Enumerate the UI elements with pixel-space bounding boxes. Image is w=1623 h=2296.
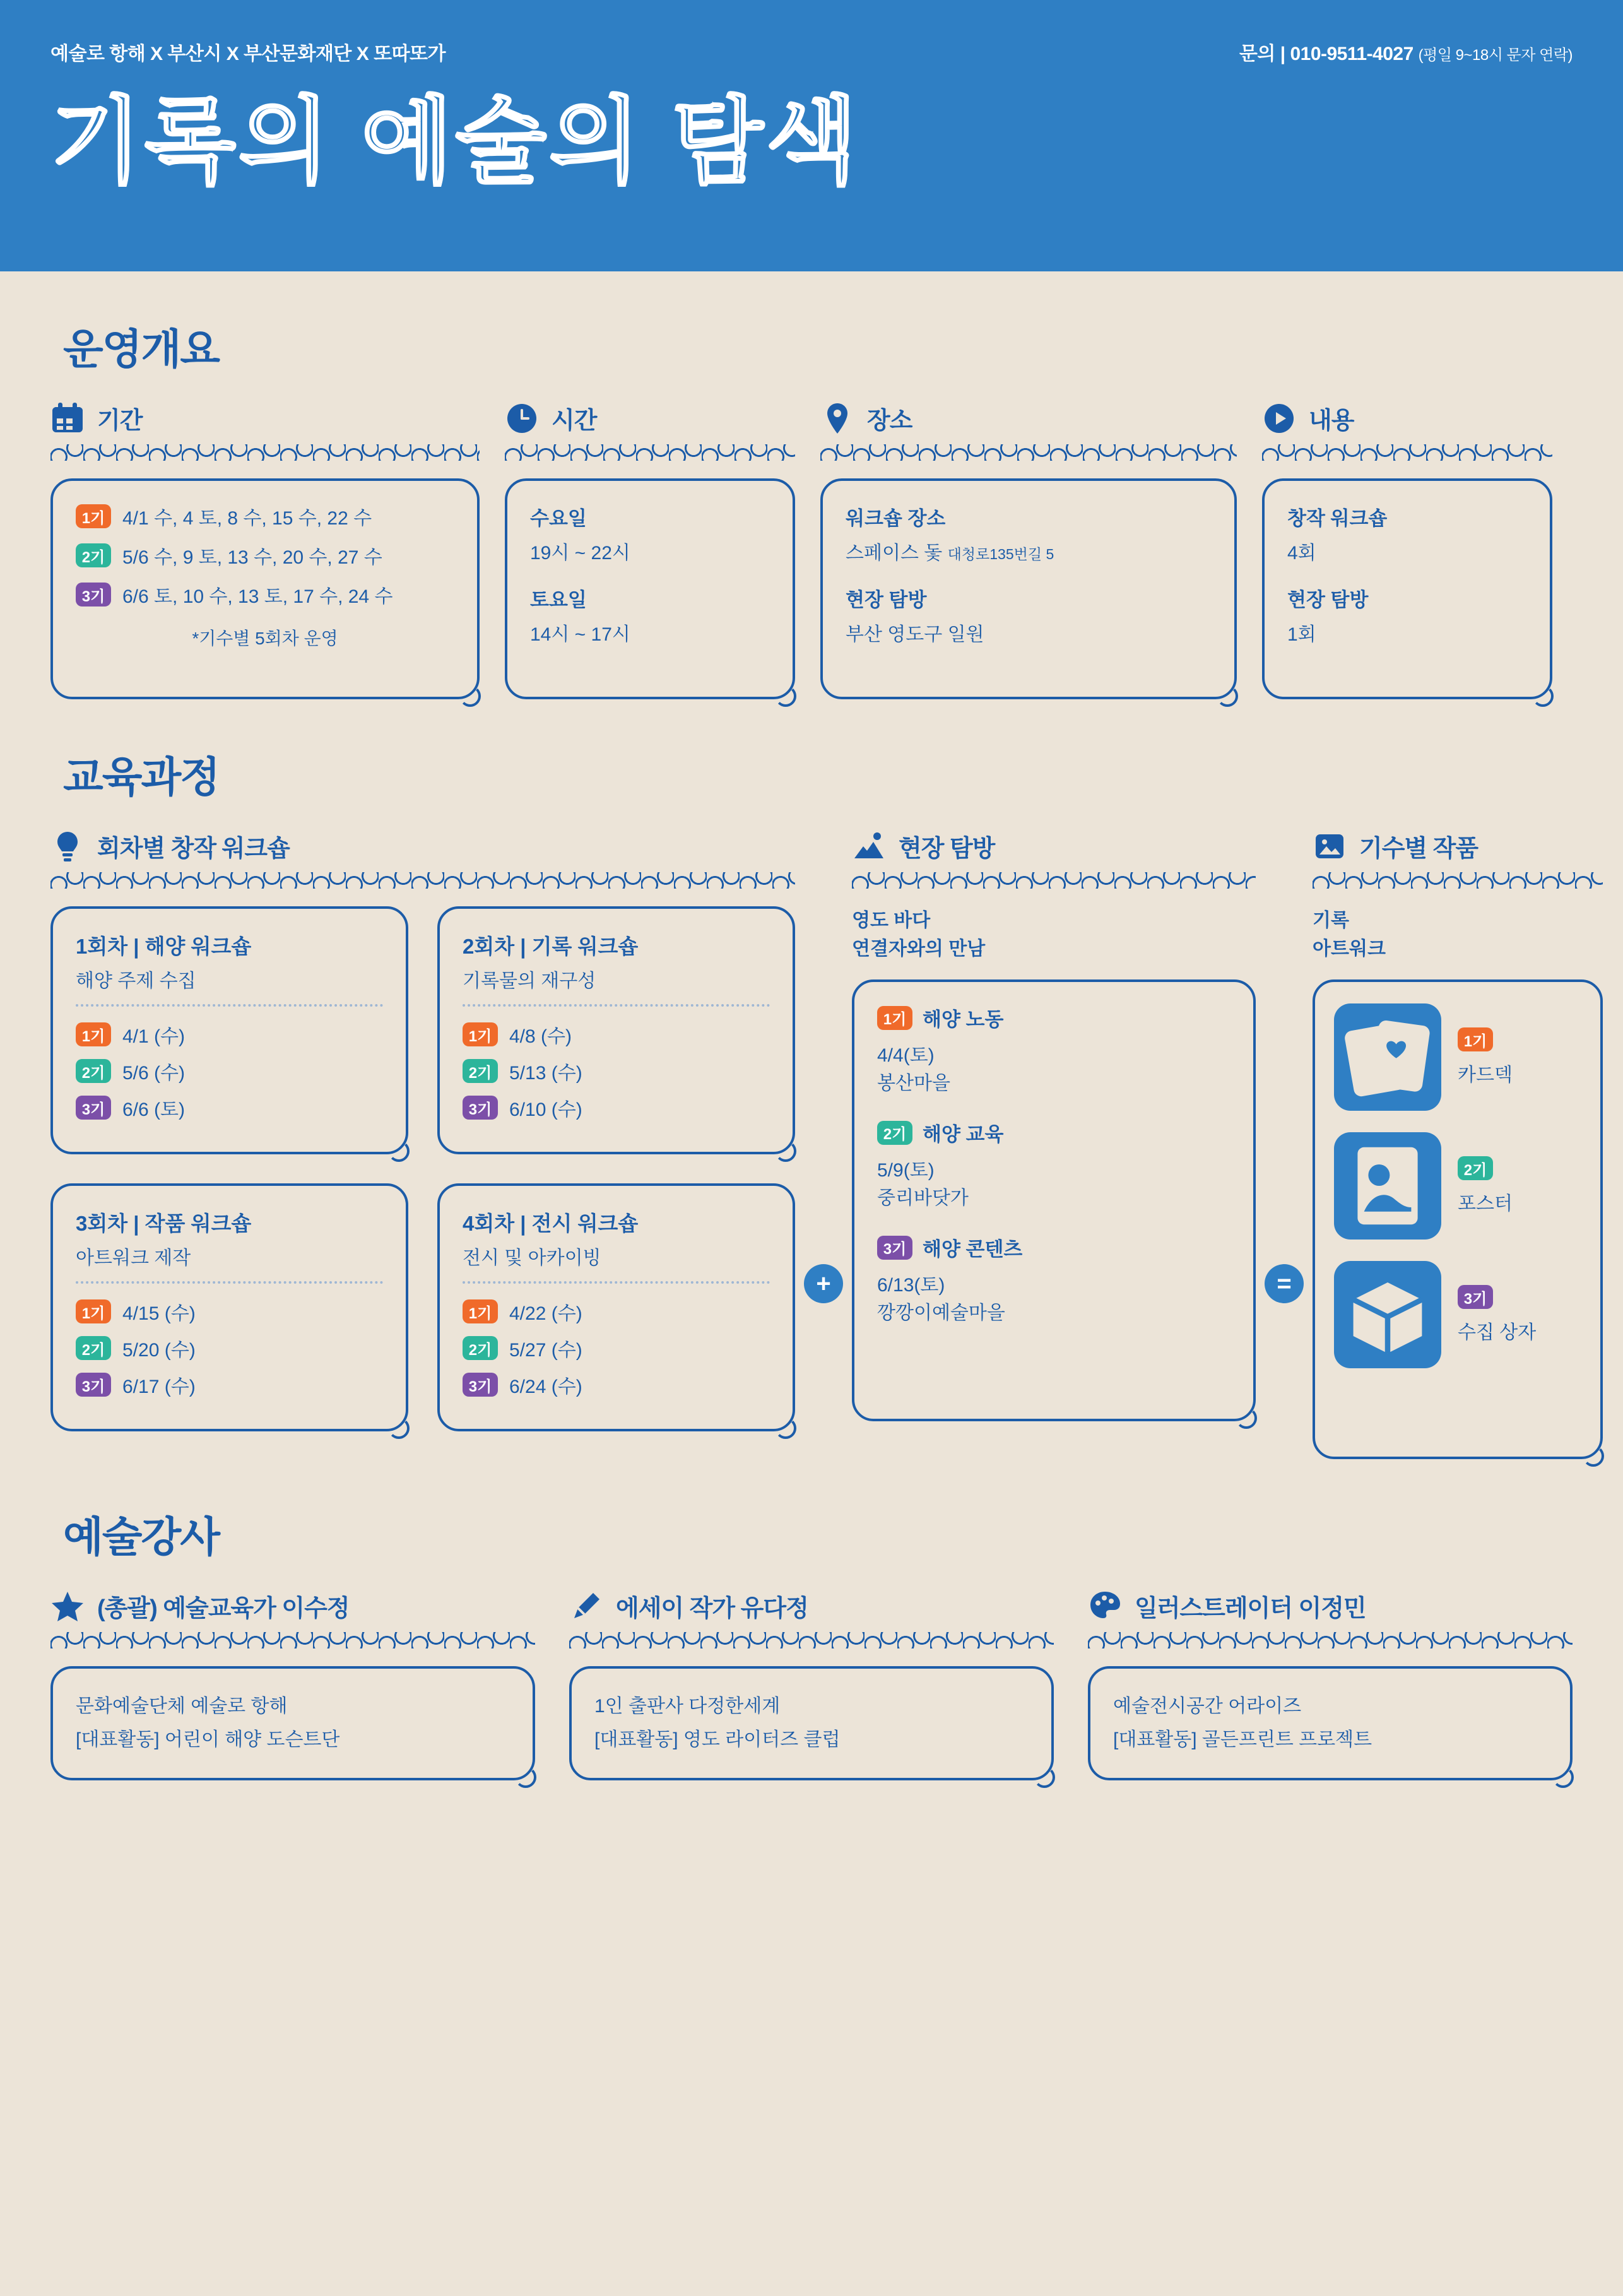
overview-label-place: 장소	[867, 408, 912, 434]
works-column	[1313, 829, 1603, 1459]
workshop-date: 5/6 (수)	[122, 1063, 185, 1084]
cohort-badge: 1기	[463, 1022, 498, 1046]
time-block	[530, 584, 770, 646]
fieldtrip-item-date: 6/13(토)	[877, 1275, 945, 1296]
card-curl	[1552, 1766, 1574, 1788]
wave-divider	[820, 444, 1237, 461]
card-curl	[459, 685, 481, 707]
teacher-name: (총괄) 예술교육가 이수정	[97, 1595, 350, 1622]
workshop-card-grid	[50, 906, 795, 1431]
overview-column-time	[505, 401, 795, 699]
place-title: 현장 탐방	[846, 589, 927, 611]
divider	[76, 1281, 383, 1284]
cohort-badge: 2기	[76, 543, 111, 567]
workshop-date: 4/15 (수)	[122, 1303, 196, 1324]
works-head	[1313, 829, 1603, 863]
workshop-date-row	[76, 1057, 383, 1085]
period-row	[76, 581, 454, 608]
workshop-date: 4/8 (수)	[509, 1026, 572, 1047]
overview-column-place	[820, 401, 1237, 699]
fieldtrip-column	[852, 829, 1256, 1421]
fieldtrip-item	[877, 1118, 1231, 1212]
content-block	[1287, 502, 1527, 565]
wave-divider	[569, 1632, 1054, 1648]
works-card	[1313, 979, 1603, 1459]
play-icon	[1262, 401, 1296, 435]
poster-header	[0, 0, 1623, 271]
workshop-date: 6/17 (수)	[122, 1376, 196, 1397]
poster-thumb	[1334, 1132, 1441, 1240]
teachers-section-title: 예술강사	[63, 1513, 220, 1560]
workshop-card	[50, 906, 408, 1154]
card-curl	[388, 1417, 410, 1439]
workshop-date-row	[463, 1371, 770, 1399]
teacher-head	[50, 1589, 535, 1623]
place-block	[846, 502, 1212, 565]
partner-line: 예술로 항해 X 부산시 X 부산문화재단 X 또따또가	[50, 44, 446, 64]
fieldtrip-item-date: 4/4(토)	[877, 1045, 935, 1066]
teacher-name: 일러스트레이터 이정민	[1135, 1595, 1366, 1622]
period-row	[76, 502, 454, 530]
teacher-card	[50, 1666, 535, 1780]
time-block	[530, 502, 770, 565]
time-detail: 19시 ~ 22시	[530, 543, 630, 564]
workshops-column	[50, 829, 795, 1431]
hiking-icon	[852, 829, 886, 863]
curriculum-grid	[50, 829, 1573, 1459]
cohort-badge: 2기	[76, 1336, 111, 1360]
card-curl	[515, 1766, 536, 1788]
workshop-date: 6/24 (수)	[509, 1376, 582, 1397]
bulb-icon	[50, 829, 85, 863]
image-icon	[1313, 829, 1347, 863]
wave-divider	[1088, 1632, 1573, 1648]
plus-operator: +	[804, 1264, 843, 1303]
overview-head-place	[820, 401, 1237, 435]
teacher-column	[569, 1589, 1054, 1780]
fieldtrip-item-title: 해양 콘텐츠	[923, 1238, 1023, 1260]
cohort-badge: 2기	[76, 1059, 111, 1083]
workshop-date-row	[76, 1021, 383, 1048]
poster-body	[0, 316, 1623, 1837]
card-curl	[388, 1140, 410, 1162]
teacher-head	[1088, 1589, 1573, 1623]
overview-column-content	[1262, 401, 1552, 699]
time-detail: 14시 ~ 17시	[530, 624, 630, 645]
workshop-subtitle: 기록물의 재구성	[463, 971, 596, 991]
card-curl	[1583, 1445, 1604, 1467]
fieldtrip-item-date: 5/9(토)	[877, 1160, 935, 1181]
work-item	[1334, 1003, 1581, 1111]
card-curl	[1532, 685, 1554, 707]
contact-line	[1239, 38, 1573, 66]
fieldtrip-item-title-row	[877, 1233, 1231, 1262]
place-detail-text: 스페이스 돛	[846, 543, 943, 564]
cohort-badge: 3기	[877, 1236, 912, 1260]
fieldtrip-label: 현장 탐방	[899, 836, 995, 862]
teacher-affiliation: 문화예술단체 예술로 항해	[76, 1696, 288, 1717]
workshop-date: 5/13 (수)	[509, 1063, 582, 1084]
works-heading-line2: 아트워크	[1313, 938, 1386, 959]
wave-divider	[50, 444, 480, 461]
workshop-date: 5/20 (수)	[122, 1340, 196, 1361]
work-meta	[1458, 1027, 1513, 1087]
overview-label-period: 기간	[97, 408, 143, 434]
overview-card-time	[505, 478, 795, 699]
card-curl	[775, 1417, 796, 1439]
workshop-date: 6/6 (토)	[122, 1099, 185, 1120]
workshop-date: 6/10 (수)	[509, 1099, 582, 1120]
location-icon	[820, 401, 854, 435]
overview-card-period	[50, 478, 480, 699]
overview-head-time	[505, 401, 795, 435]
fieldtrip-item-place: 봉산마을	[877, 1072, 950, 1094]
workshop-date-row	[463, 1298, 770, 1325]
teachers-grid	[50, 1589, 1573, 1780]
cohort-badge: 1기	[76, 504, 111, 528]
card-curl	[1217, 685, 1238, 707]
cohort-badge: 2기	[877, 1121, 912, 1145]
teacher-card	[569, 1666, 1054, 1780]
place-block	[846, 584, 1212, 646]
period-row	[76, 541, 454, 569]
workshops-label: 회차별 창작 워크숍	[97, 836, 290, 862]
content-title: 창작 워크숍	[1287, 507, 1388, 530]
fieldtrip-heading-line2: 연결자와의 만남	[852, 938, 986, 959]
equals-operator: =	[1265, 1264, 1304, 1303]
work-name: 포스터	[1458, 1193, 1513, 1214]
box-thumb	[1334, 1261, 1441, 1368]
plus-operator-wrap	[795, 829, 852, 1303]
cohort-badge: 2기	[463, 1059, 498, 1083]
cohort-badge: 2기	[463, 1336, 498, 1360]
work-item	[1334, 1261, 1581, 1368]
workshop-card	[437, 1183, 795, 1431]
workshop-subtitle: 해양 주제 수집	[76, 971, 196, 991]
place-detail-text: 부산 영도구 일원	[846, 624, 984, 645]
fieldtrip-item-title: 해양 노동	[923, 1009, 1004, 1031]
wave-divider	[50, 872, 795, 889]
content-detail: 1회	[1287, 624, 1316, 645]
workshop-date-row	[76, 1094, 383, 1121]
place-address: 대청로135번길 5	[947, 546, 1054, 562]
workshop-date-row	[76, 1371, 383, 1399]
fieldtrip-card	[852, 979, 1256, 1421]
header-top-row	[50, 38, 1573, 66]
time-title: 토요일	[530, 589, 587, 611]
pen-icon	[569, 1589, 603, 1623]
cohort-badge: 3기	[463, 1096, 498, 1120]
teacher-activity: [대표활동] 골든프린트 프로젝트	[1113, 1729, 1372, 1750]
cohort-badge: 1기	[463, 1299, 498, 1323]
clock-icon	[505, 401, 539, 435]
fieldtrip-heading	[852, 906, 1256, 963]
carddeck-thumb	[1334, 1003, 1441, 1111]
time-title: 수요일	[530, 507, 587, 530]
fieldtrip-head	[852, 829, 1256, 863]
contact-label: 문의 | 010-9511-4027	[1239, 44, 1413, 64]
teacher-head	[569, 1589, 1054, 1623]
workshop-card	[50, 1183, 408, 1431]
cohort-badge: 3기	[76, 1096, 111, 1120]
place-detail	[846, 537, 1212, 565]
workshop-date-row	[76, 1298, 383, 1325]
divider	[463, 1004, 770, 1007]
period-text: 6/6 토, 10 수, 13 토, 17 수, 24 수	[122, 586, 393, 607]
teacher-activity: [대표활동] 영도 라이터즈 클럽	[594, 1729, 841, 1750]
work-item	[1334, 1132, 1581, 1240]
cohort-badge: 3기	[1458, 1285, 1493, 1309]
workshop-date: 4/22 (수)	[509, 1303, 582, 1324]
overview-label-content: 내용	[1309, 408, 1354, 434]
cohort-badge: 1기	[877, 1006, 912, 1030]
workshop-title: 2회차 | 기록 워크숍	[463, 935, 639, 958]
overview-card-place	[820, 478, 1237, 699]
fieldtrip-item-place: 중리바닷가	[877, 1187, 969, 1209]
teacher-activity: [대표활동] 어린이 해양 도슨트단	[76, 1729, 340, 1750]
card-curl	[775, 1140, 796, 1162]
content-title: 현장 탐방	[1287, 589, 1369, 611]
cohort-badge: 1기	[1458, 1027, 1493, 1051]
workshop-title: 4회차 | 전시 워크숍	[463, 1212, 639, 1235]
teacher-name: 에세이 작가 유다정	[616, 1595, 808, 1622]
calendar-icon	[50, 401, 85, 435]
workshop-date: 4/1 (수)	[122, 1026, 185, 1047]
wave-divider	[1262, 444, 1552, 461]
teacher-affiliation: 1인 출판사 다정한세계	[594, 1696, 781, 1717]
workshop-title: 1회차 | 해양 워크숍	[76, 935, 252, 958]
fieldtrip-item	[877, 1003, 1231, 1097]
card-curl	[1034, 1766, 1055, 1788]
cohort-badge: 1기	[76, 1299, 111, 1323]
overview-label-time: 시간	[552, 408, 597, 434]
works-label: 기수별 작품	[1359, 836, 1478, 862]
works-heading	[1313, 906, 1603, 963]
workshop-date-row	[76, 1334, 383, 1362]
works-heading-line1: 기록	[1313, 910, 1349, 931]
cohort-badge: 3기	[76, 1373, 111, 1397]
work-name: 카드덱	[1458, 1065, 1513, 1086]
content-detail: 4회	[1287, 543, 1316, 564]
fieldtrip-item	[877, 1233, 1231, 1327]
teacher-column	[1088, 1589, 1573, 1780]
wave-divider	[50, 1632, 535, 1648]
overview-section-title: 운영개요	[63, 326, 220, 372]
overview-head-period	[50, 401, 480, 435]
workshop-title: 3회차 | 작품 워크숍	[76, 1212, 252, 1235]
teacher-column	[50, 1589, 535, 1780]
cohort-badge: 3기	[76, 583, 111, 607]
cohort-badge: 3기	[463, 1373, 498, 1397]
fieldtrip-heading-line1: 영도 바다	[852, 910, 931, 931]
workshop-date-row	[463, 1057, 770, 1085]
work-name: 수집 상자	[1458, 1322, 1537, 1343]
overview-card-content	[1262, 478, 1552, 699]
card-curl	[1236, 1407, 1257, 1429]
period-note: *기수별 5회차 운영	[192, 629, 338, 648]
divider	[463, 1281, 770, 1284]
content-block	[1287, 584, 1527, 646]
work-meta	[1458, 1285, 1536, 1344]
wave-divider	[1313, 872, 1603, 889]
overview-grid	[50, 401, 1573, 699]
workshop-subtitle: 아트워크 제작	[76, 1248, 191, 1269]
overview-head-content	[1262, 401, 1552, 435]
divider	[76, 1004, 383, 1007]
workshop-date: 5/27 (수)	[509, 1340, 582, 1361]
fieldtrip-item-title-row	[877, 1118, 1231, 1147]
curriculum-section-title: 교육과정	[63, 754, 220, 800]
cohort-badge: 1기	[76, 1022, 111, 1046]
period-text: 4/1 수, 4 토, 8 수, 15 수, 22 수	[122, 508, 372, 529]
fieldtrip-item-title: 해양 교육	[923, 1123, 1004, 1145]
workshop-date-row	[463, 1334, 770, 1362]
card-curl	[775, 685, 796, 707]
fieldtrip-item-title-row	[877, 1003, 1231, 1032]
equals-operator-wrap	[1256, 829, 1313, 1303]
workshop-card	[437, 906, 795, 1154]
palette-icon	[1088, 1589, 1122, 1623]
cohort-badge: 2기	[1458, 1156, 1493, 1180]
wave-divider	[505, 444, 795, 461]
workshop-date-row	[463, 1094, 770, 1121]
contact-note: (평일 9~18시 문자 연락)	[1418, 47, 1573, 64]
workshops-head	[50, 829, 795, 863]
fieldtrip-item-place: 깡깡이예술마을	[877, 1302, 1005, 1323]
teacher-card	[1088, 1666, 1573, 1780]
overview-column-period	[50, 401, 480, 699]
wave-divider	[852, 872, 1256, 889]
poster-title: 기록의 예술의 탐색	[50, 88, 860, 194]
workshop-subtitle: 전시 및 아카이빙	[463, 1248, 601, 1269]
place-title: 워크숍 장소	[846, 507, 946, 530]
teacher-affiliation: 예술전시공간 어라이즈	[1113, 1696, 1302, 1717]
period-text: 5/6 수, 9 토, 13 수, 20 수, 27 수	[122, 547, 382, 568]
star-icon	[50, 1589, 85, 1623]
work-meta	[1458, 1156, 1513, 1216]
workshop-date-row	[463, 1021, 770, 1048]
